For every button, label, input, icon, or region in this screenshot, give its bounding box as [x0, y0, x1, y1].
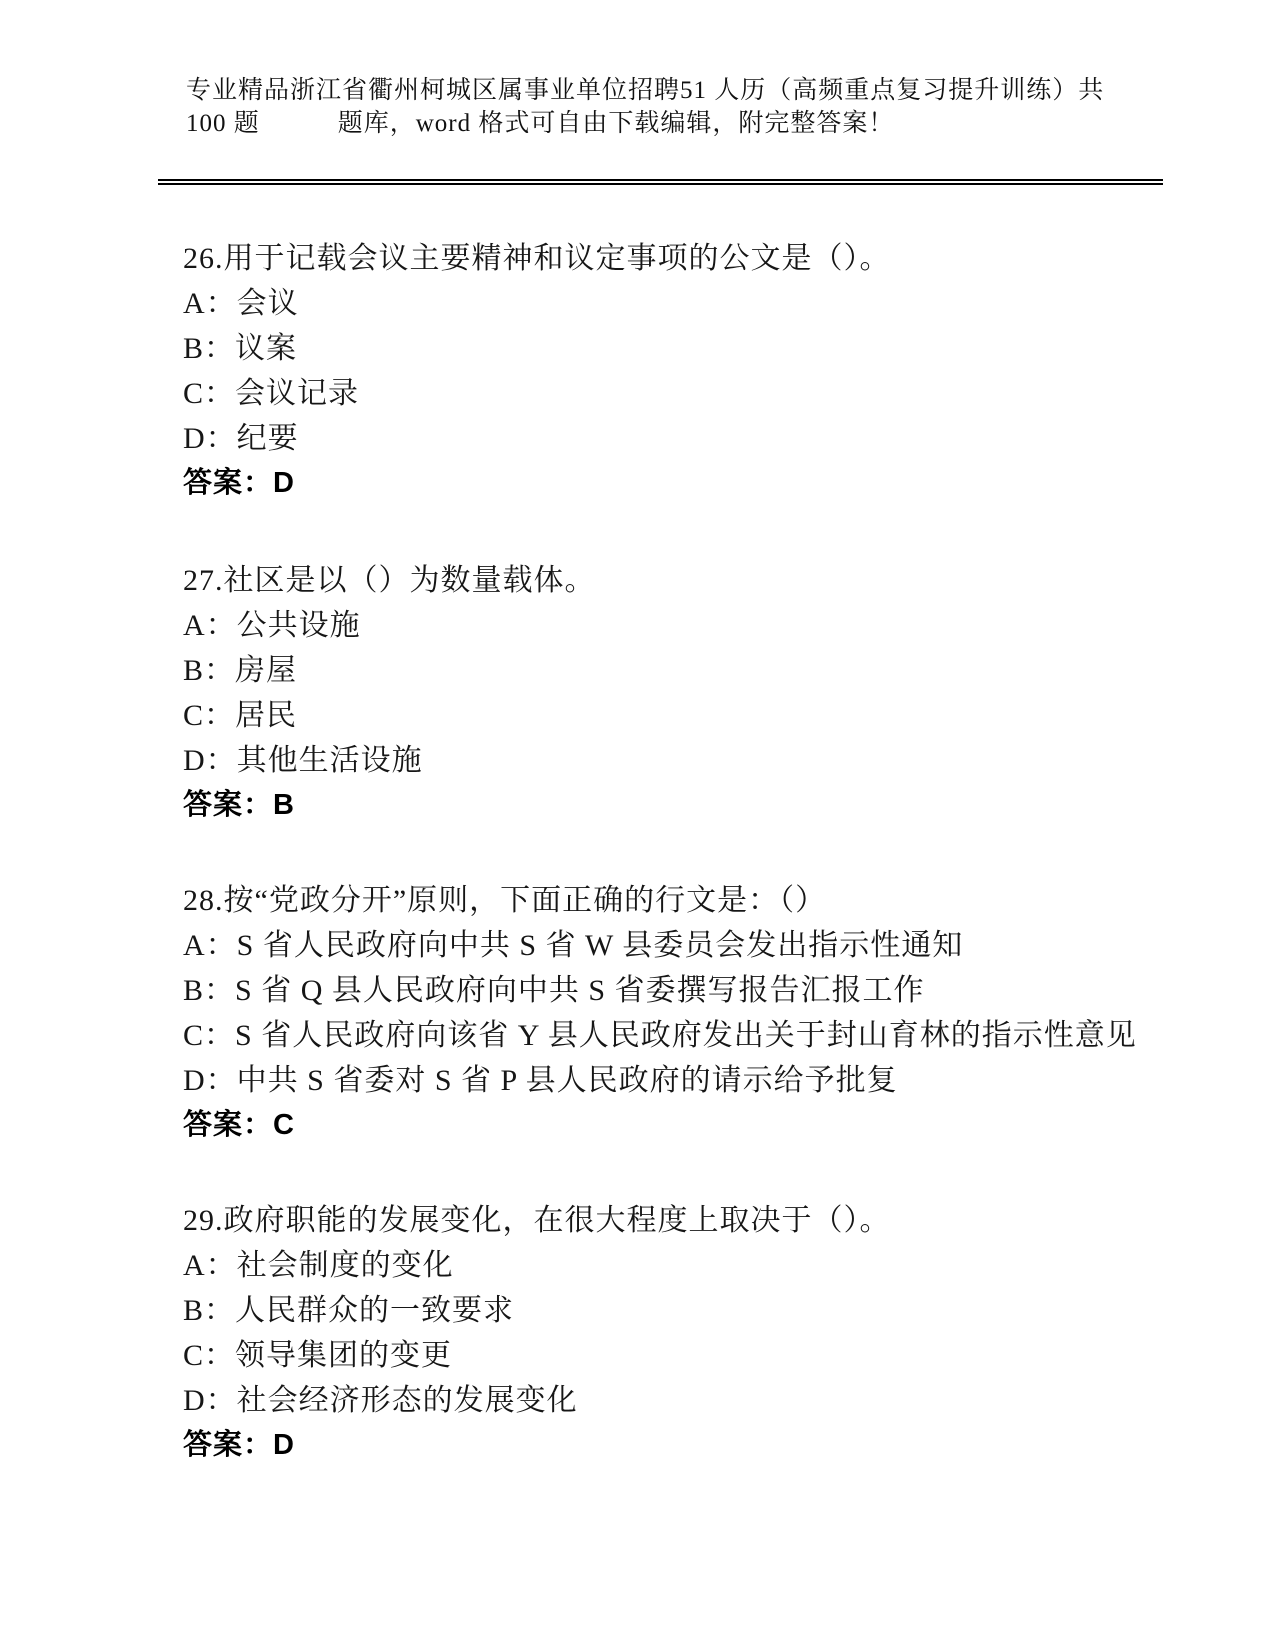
answer-line: [183, 1423, 1173, 1468]
answer-label: 答案：: [183, 1429, 274, 1461]
option-d: D：纪要: [183, 422, 299, 455]
answer-line: [183, 1103, 1173, 1148]
option-a: A：社会制度的变化: [183, 1249, 454, 1282]
answer-line: [183, 461, 1173, 506]
option-b: B：议案: [183, 332, 298, 365]
question-title: 29.政府职能的发展变化，在很大程度上取决于（）。: [183, 1204, 891, 1237]
option-c: C：居民: [183, 699, 298, 732]
answer-value: D: [273, 1429, 295, 1461]
question-block: [183, 878, 1173, 1148]
document-header: [186, 74, 1166, 140]
question-title: 27.社区是以（）为数量载体。: [183, 564, 596, 597]
option-b: B：房屋: [183, 654, 298, 687]
option-a: A：S 省人民政府向中共 S 省 W 县委员会发出指示性通知: [183, 929, 964, 962]
option-c: C：领导集团的变更: [183, 1339, 453, 1372]
option-a: A：公共设施: [183, 609, 361, 642]
question-block: [183, 236, 1173, 506]
header-line-2: 100 题 题库，word 格式可自由下载编辑，附完整答案！: [186, 110, 895, 137]
answer-value: C: [273, 1109, 295, 1141]
answer-value: B: [273, 789, 295, 821]
answer-line: [183, 783, 1173, 828]
option-d: D：其他生活设施: [183, 744, 423, 777]
question-block: [183, 558, 1173, 828]
option-b: B：S 省 Q 县人民政府向中共 S 省委撰写报告汇报工作: [183, 974, 925, 1007]
header-line-1: 专业精品浙江省衢州柯城区属事业单位招聘51 人历（高频重点复习提升训练）共: [186, 77, 1105, 104]
answer-value: D: [273, 467, 295, 499]
option-c: C：会议记录: [183, 377, 360, 410]
answer-label: 答案：: [183, 1109, 274, 1141]
header-double-rule: [158, 179, 1163, 185]
option-d: D：中共 S 省委对 S 省 P 县人民政府的请示给予批复: [183, 1064, 898, 1097]
option-b: B：人民群众的一致要求: [183, 1294, 515, 1327]
answer-label: 答案：: [183, 467, 274, 499]
question-title: 28.按“党政分开”原则，下面正确的行文是：（）: [183, 884, 827, 917]
question-title: 26.用于记载会议主要精神和议定事项的公文是（）。: [183, 242, 891, 275]
option-d: D：社会经济形态的发展变化: [183, 1384, 578, 1417]
option-a: A：会议: [183, 287, 299, 320]
option-c: C：S 省人民政府向该省 Y 县人民政府发出关于封山育林的指示性意见: [183, 1019, 1137, 1052]
answer-label: 答案：: [183, 789, 274, 821]
question-block: [183, 1198, 1173, 1468]
